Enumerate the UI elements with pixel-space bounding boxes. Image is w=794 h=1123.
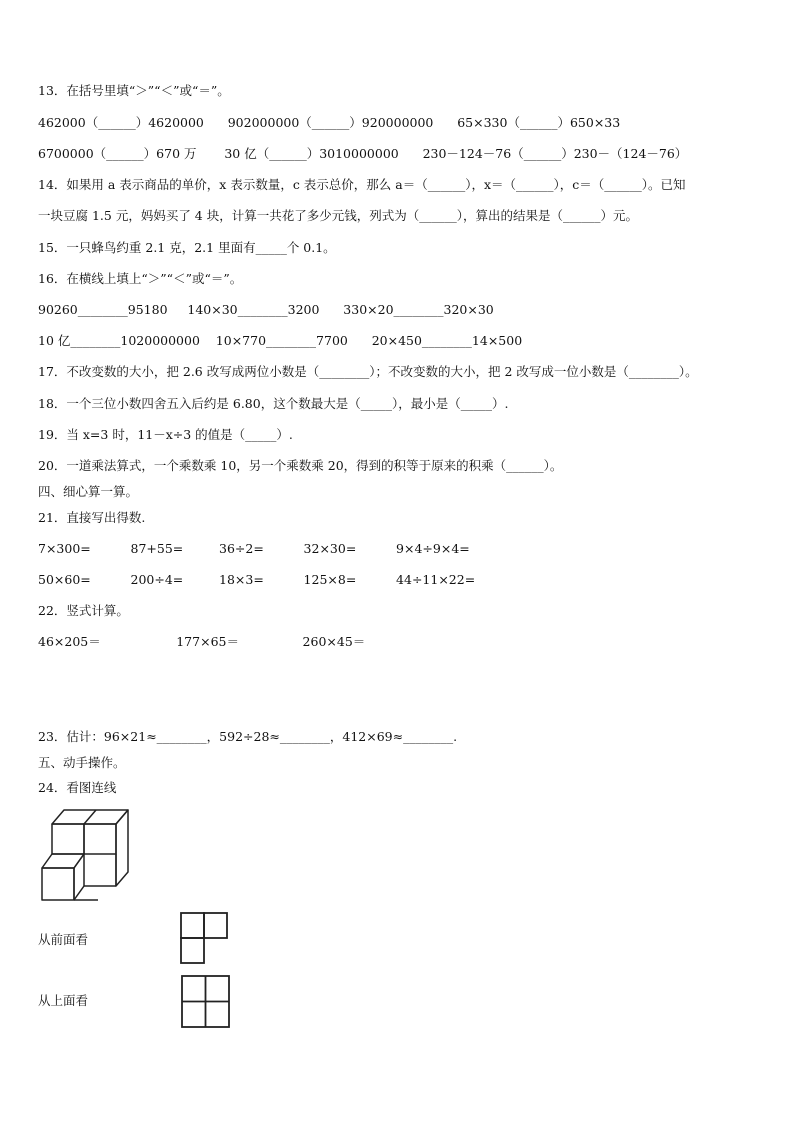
- q14-line1: 14．如果用 a 表示商品的单价，x 表示数量，c 表示总价，那么 a＝（______），x＝（______），c＝（______）。已知: [38, 177, 686, 192]
- q19: 19．当 x=3 时，11－x÷3 的值是（_____）.: [38, 427, 293, 442]
- top-view-figure: [180, 974, 232, 1030]
- q21-row1: 7×300= 87+55= 36÷2= 32×30= 9×4÷9×4=: [38, 541, 470, 556]
- cube-stack-figure: [38, 806, 138, 906]
- section-4-heading: 四、细心算一算。: [38, 484, 139, 499]
- q16-row1: 90260________95180 140×30________3200 330×20________320×30: [38, 302, 494, 317]
- q14-line2: 一块豆腐 1.5 元，妈妈买了 4 块，计算一共花了多少元钱，列式为（______），算出的结果是（______）元。: [38, 208, 638, 223]
- q21-title: 21．直接写出得数.: [38, 510, 146, 525]
- front-view-figure: [180, 912, 230, 966]
- view-label-top: 从上面看: [38, 993, 89, 1008]
- q22-title: 22．竖式计算。: [38, 603, 129, 618]
- q13-title: 13．在括号里填“＞”“＜”或“＝”。: [38, 83, 230, 98]
- q21-row2: 50×60= 200÷4= 18×3= 125×8= 44÷11×22=: [38, 572, 476, 587]
- q24-title: 24．看图连线: [38, 780, 117, 795]
- q22-row: 46×205＝ 177×65＝ 260×45＝: [38, 634, 366, 649]
- q16-row2: 10 亿________1020000000 10×770________7700 20×450________14×500: [38, 333, 523, 348]
- view-label-front: 从前面看: [38, 932, 89, 947]
- q18: 18．一个三位小数四舍五入后约是 6.80，这个数最大是（_____），最小是（_____）.: [38, 396, 509, 411]
- q23: 23．估计：96×21≈________，592÷28≈________，412×69≈________.: [38, 729, 458, 744]
- q16-title: 16．在横线上填上“＞”“＜”或“＝”。: [38, 271, 243, 286]
- q13-row2: 6700000（______）670 万 30 亿（______）3010000000 230－124－76（______）230－（124－76）: [38, 146, 688, 161]
- q20: 20．一道乘法算式，一个乘数乘 10，另一个乘数乘 20，得到的积等于原来的积乘（______）。: [38, 458, 563, 473]
- q17: 17．不改变数的大小，把 2.6 改写成两位小数是（________）；不改变数的大小，把 2 改写成一位小数是（________）。: [38, 364, 698, 379]
- q13-row1: 462000（______）4620000 902000000（______）920000000 65×330（______）650×33: [38, 115, 621, 130]
- section-5-heading: 五、动手操作。: [38, 755, 126, 770]
- q15: 15．一只蜂鸟约重 2.1 克，2.1 里面有_____个 0.1。: [38, 240, 336, 255]
